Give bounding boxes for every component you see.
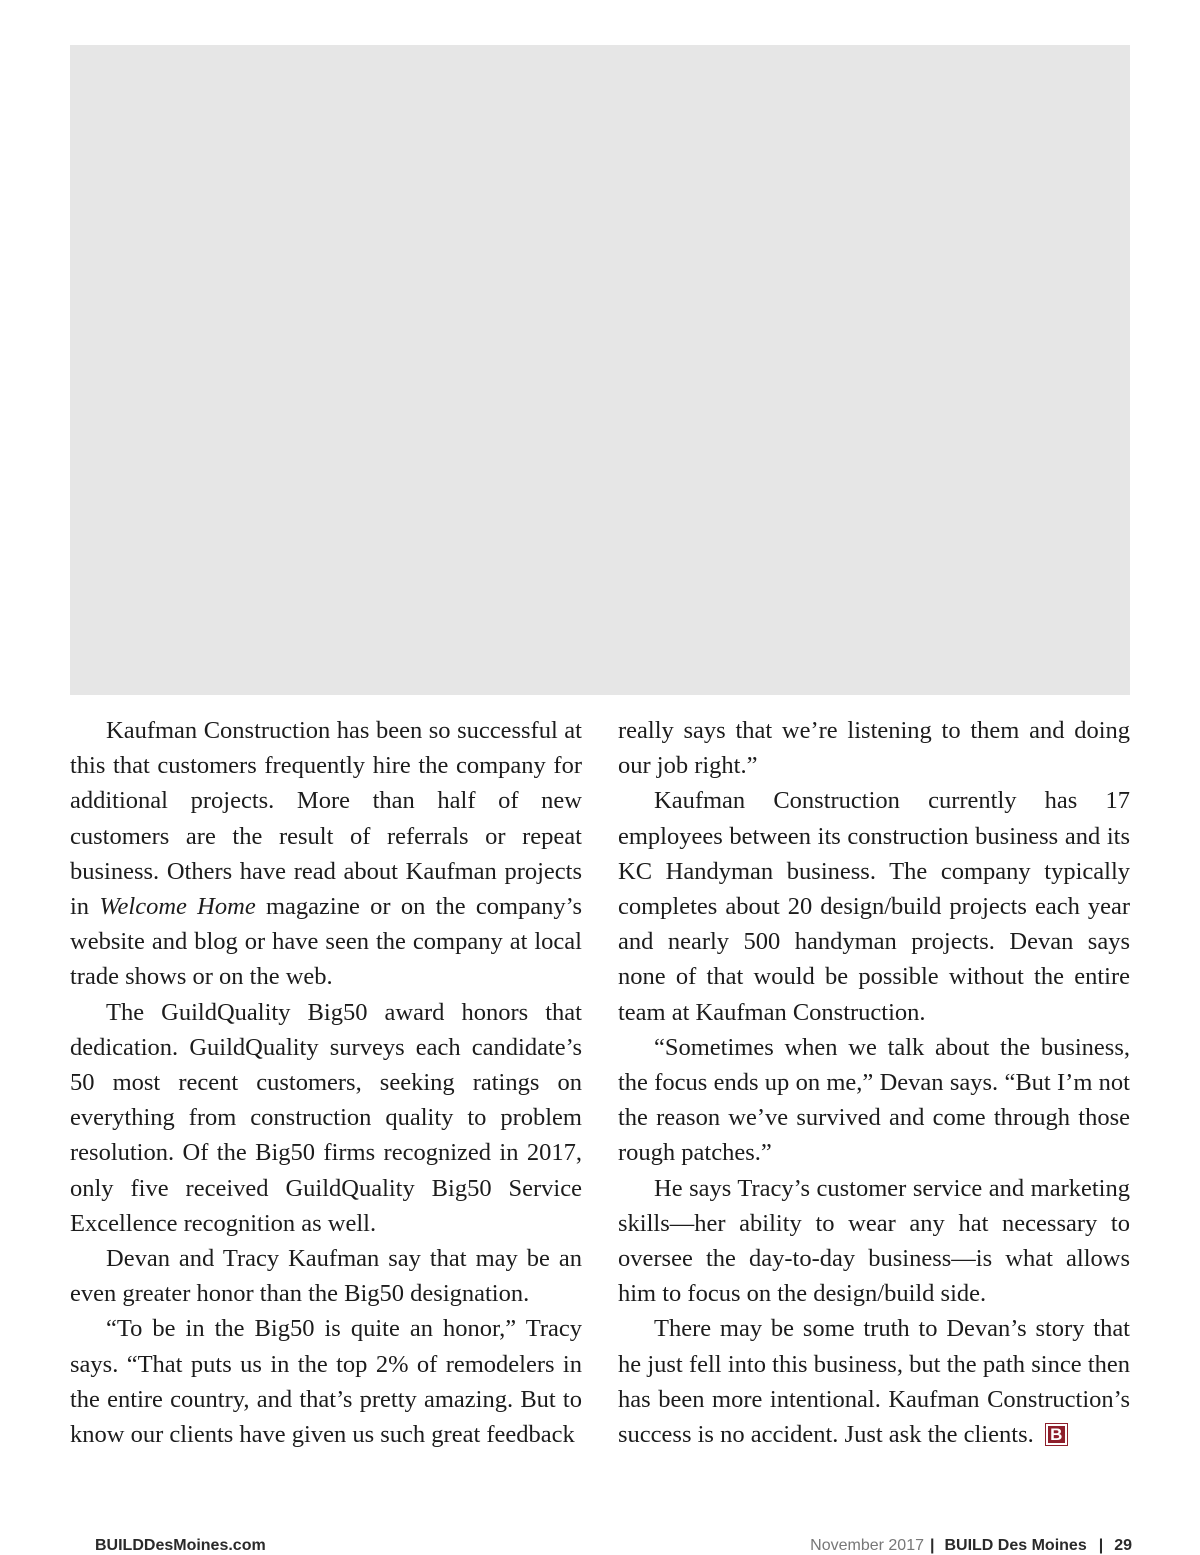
article-photo-placeholder xyxy=(70,45,1130,695)
footer-website: BUILDDesMoines.com xyxy=(95,1537,266,1554)
paragraph: Kaufman Construction currently has 17 employees between its construction business and its KC Handyman business. The company typically completes about 20 design/build projects each year and nearly 500 handyman projects. Devan says none of that would be possible without the entire team at Kaufman Construction. xyxy=(618,787,1130,1026)
paragraph-text: Kaufman Construction has been so successful at this that customers frequently hire the company for additional projects. More than half of new customers are the result of referrals or repeat business. Others have read about Kaufman projects in xyxy=(70,717,582,921)
footer-folio xyxy=(810,1537,1132,1555)
paragraph: Devan and Tracy Kaufman say that may be an even greater honor than the Big50 designation. xyxy=(70,1245,582,1308)
footer-separator: | xyxy=(929,1537,935,1554)
paragraph-continued: really says that we’re listening to them and doing our job right.” xyxy=(618,717,1130,780)
paragraph: The GuildQuality Big50 award honors that dedication. GuildQuality surveys each candidate’s 50 most recent customers, seeking ratings on everything from construction quality to problem resolution. Of the Big50 firms recognized in 2017, only five received GuildQuality Big50 Service Excellence recognition as well. xyxy=(70,998,582,1237)
footer-separator: | xyxy=(1098,1537,1104,1554)
footer-magazine-name: BUILD Des Moines xyxy=(944,1537,1087,1554)
paragraph: He says Tracy’s customer service and marketing skills—her ability to wear any hat necessary to oversee the day-to-day business—is what allows him to focus on the design/build side. xyxy=(618,1174,1130,1308)
paragraph: “To be in the Big50 is quite an honor,” Tracy says. “That puts us in the top 2% of remodelers in the entire country, and that’s pretty amazing. But to know our clients have given us such great feedback xyxy=(70,1315,582,1449)
paragraph-final xyxy=(618,1311,1130,1452)
article-column-right xyxy=(618,713,1130,1452)
paragraph-text: magazine or on the company’s website and blog or have seen the company at local trade shows or on the web. xyxy=(70,893,583,991)
magazine-title-italic: Welcome Home xyxy=(99,893,256,921)
paragraph xyxy=(70,713,582,995)
end-of-article-mark: B xyxy=(1046,1424,1067,1445)
paragraph: “Sometimes when we talk about the business, the focus ends up on me,” Devan says. “But I’m not the reason we’ve survived and come through those rough patches.” xyxy=(618,1033,1130,1167)
paragraph-text: There may be some truth to Devan’s story that he just fell into this business, but the path since then has been more intentional. Kaufman Construction’s success is no accident. Just ask the clients. xyxy=(618,1315,1130,1449)
footer-date: November 2017 xyxy=(810,1537,924,1554)
article-column-left xyxy=(70,713,582,1452)
footer-page-number: 29 xyxy=(1114,1537,1132,1554)
